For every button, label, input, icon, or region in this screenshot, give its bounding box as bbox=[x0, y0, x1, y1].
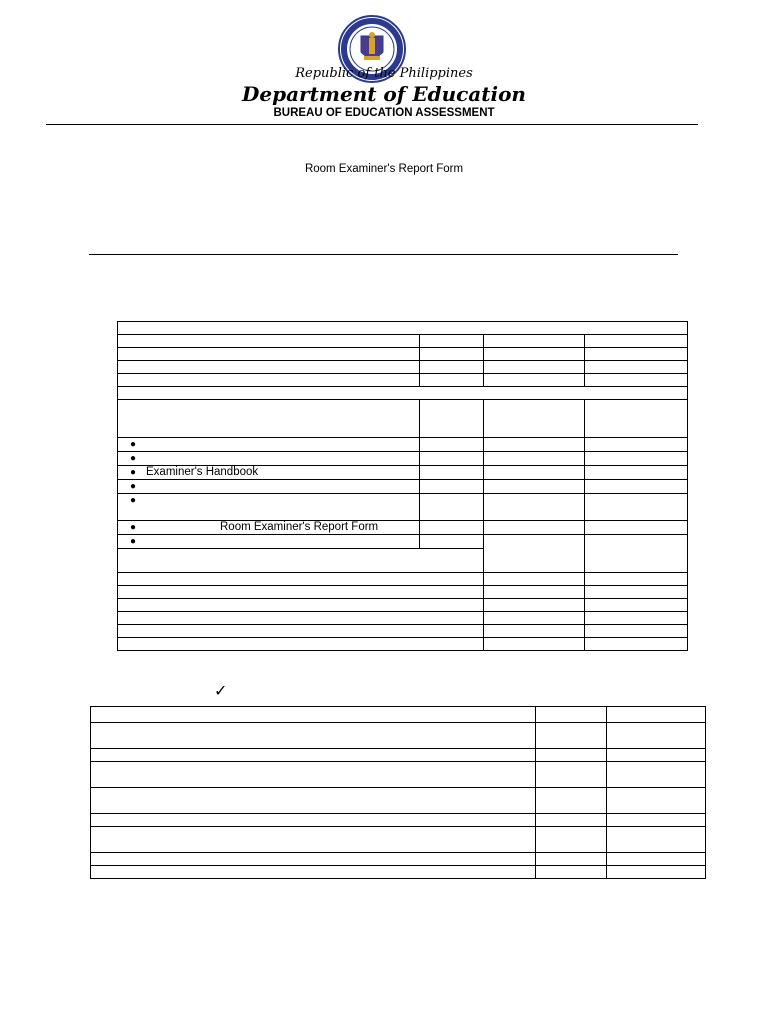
table-cell bbox=[118, 361, 420, 374]
bureau-heading: BUREAU OF EDUCATION ASSESSMENT bbox=[273, 107, 495, 119]
list-item bbox=[118, 535, 420, 549]
bullet-icon: ● bbox=[130, 467, 137, 478]
list-item bbox=[118, 452, 420, 466]
table-cell bbox=[118, 599, 484, 612]
table-row bbox=[118, 322, 688, 335]
table-cell bbox=[91, 788, 536, 814]
table-cell bbox=[91, 723, 536, 749]
republic-heading: Republic of the Philippines bbox=[295, 66, 473, 81]
list-item bbox=[118, 466, 420, 480]
report-form-label: Room Examiner's Report Form bbox=[220, 521, 379, 533]
table-cell bbox=[118, 638, 484, 651]
table-cell bbox=[91, 827, 536, 853]
header-divider bbox=[46, 124, 698, 125]
table-cell bbox=[118, 335, 420, 348]
bullet-icon: ● bbox=[130, 536, 137, 547]
materials-table bbox=[117, 321, 688, 651]
list-item bbox=[118, 438, 420, 452]
list-item bbox=[118, 521, 420, 535]
bullet-icon: ● bbox=[130, 453, 137, 464]
name-underline bbox=[89, 254, 678, 255]
table-cell bbox=[118, 586, 484, 599]
bullet-icon: ● bbox=[130, 481, 137, 492]
form-title: Room Examiner's Report Form bbox=[304, 163, 464, 175]
table-cell bbox=[91, 707, 536, 723]
table-cell bbox=[118, 348, 420, 361]
table-cell bbox=[118, 573, 484, 586]
table-cell bbox=[118, 374, 420, 387]
table-cell bbox=[91, 853, 536, 866]
table-cell bbox=[91, 866, 536, 879]
checklist-table bbox=[90, 706, 706, 879]
table-cell bbox=[118, 400, 420, 438]
department-heading: Department of Education bbox=[242, 82, 526, 106]
bullet-icon: ● bbox=[130, 522, 137, 533]
table-cell bbox=[91, 749, 536, 762]
checkmark-icon: ✓ bbox=[214, 681, 228, 700]
bullet-icon: ● bbox=[130, 495, 137, 506]
list-item bbox=[118, 480, 420, 494]
list-item bbox=[118, 494, 420, 521]
examiners-handbook-label: Examiner's Handbook bbox=[146, 466, 259, 478]
table-cell bbox=[91, 762, 536, 788]
table-row bbox=[118, 387, 688, 400]
bullet-icon: ● bbox=[130, 439, 137, 450]
table-cell bbox=[91, 814, 536, 827]
table-cell bbox=[118, 612, 484, 625]
table-cell bbox=[118, 549, 484, 573]
table-cell bbox=[118, 625, 484, 638]
